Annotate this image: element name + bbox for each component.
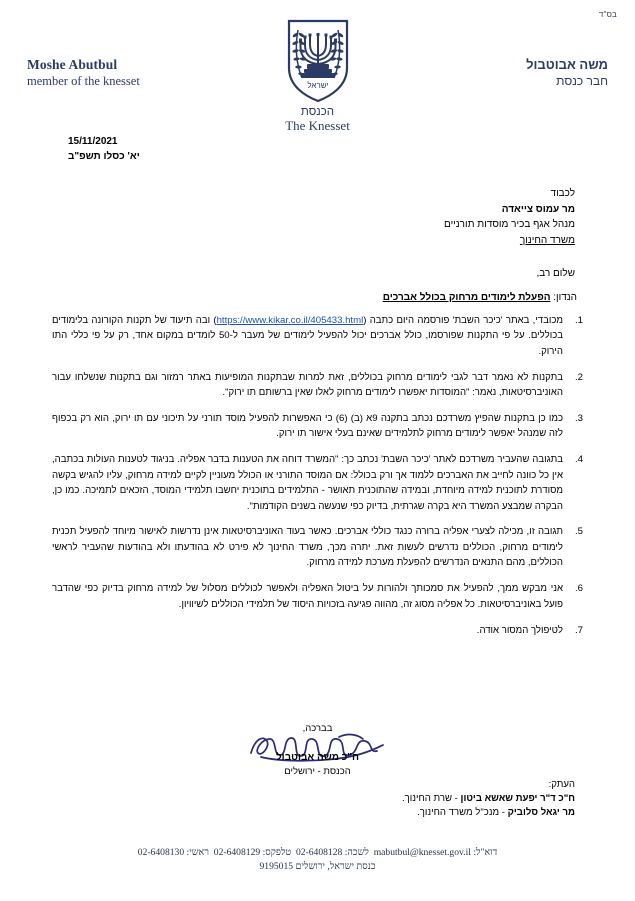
body-item-text: אני מבקש ממך, להפעיל את סמכותך ולהורות על ביטול האפליה ולאפשר לכוללים מסלול של למידה מרחוק בדיוק כפי שהדבר פועל באוניברסיטאות. כל אפליה מסוג זה, מהווה פגיעה בזכויות היסוד של תלמידי הכוללים לשיוויון. — [52, 583, 563, 610]
cc-row — [402, 806, 575, 820]
body-item — [52, 452, 583, 514]
letterhead-name-en: Moshe Abutbul — [27, 57, 118, 72]
addressee-name: מר עמוס צייאדה — [501, 203, 575, 215]
date-gregorian: 15/11/2021 — [68, 136, 118, 147]
footer-main-phone: 02-6408130 — [137, 847, 185, 858]
body-item-number: 4. — [574, 454, 583, 466]
letterhead-title-he: חבר כנסת — [556, 74, 608, 88]
body-item — [52, 313, 583, 359]
bsd-inscription: בס"ד — [598, 10, 617, 19]
date-hebrew: יא' כסלו תשפ"ב — [68, 151, 140, 162]
addressee-role: מנהל אגף בכיר מוסדות תורניים — [443, 219, 575, 230]
body-item-text-post: ) ובה תיעוד של תקנות הקורונה בלימודים בכוללים. על פי התקנות שפורסמו, כולל אברכים יכול להפעיל לימודים של מעבר ל-50 לומדים במקום אחד, רק על פי כללי התו הירוק. — [52, 315, 563, 357]
footer-email-label: דוא"ל: — [473, 847, 498, 858]
body-item-text — [52, 313, 563, 359]
footer-fax-phone: 02-6408129 — [213, 847, 261, 858]
signature-block — [0, 722, 635, 779]
signature-place: הכנסת - ירושלים — [284, 766, 351, 777]
body-item-text: בתקנות לא נאמר דבר לגבי לימודים מרחוק בכוללים, זאת למרות שבתקנות המופיעות באתר רמזור וגם בתקנות שנשלחו עבור האוניברסיטאות, נאמר: "המוסדות יאפשרו לימודים מרחוק לאלו שאין ברשותם תו ירוק". — [52, 371, 563, 399]
letterhead-title-en: member of the knesset — [27, 74, 140, 88]
addressee-block — [444, 186, 575, 248]
footer-address: כנסת ישראל, ירושלים 9195015 — [259, 861, 376, 872]
body-item-number: 2. — [574, 371, 583, 383]
emblem-caption-english: The Knesset — [285, 118, 350, 133]
body-item-text: בתגובה שהעביר משרדכם לאתר 'כיכר השבת' נכתב כך: "המשרד דוחה את הטענות בדבר אפליה. בניגוד לטענות העולות בכתבה, אין כל כוונה לחייב את האברכים ללמוד אך ורק בכולל: אם המוסד התורני או הכולל מעוניין לקיים למידה מרחוק, עליו להגיש בקשה מסודרת לתוכנית למידה מיוחדת, ובמידה שהתוכנית תאושר - התלמידים בתוכנית יחשבו תלמידי המוסד, הזכאים לתמיכה. כמו כן, הבקרה שמבצע המשרד היא בקרה שגרתית, בדיוק כפי שנעשה בשנים הקודמות". — [52, 454, 563, 512]
cc-label: העתק: — [548, 779, 575, 790]
subject-value: הפעלת לימודים מרחוק בכולל אברכים — [382, 292, 551, 303]
footer-office-phone: 02-6408128 — [295, 847, 343, 858]
date-block — [68, 134, 140, 164]
kikar-article-link[interactable]: https://www.kikar.co.il/405433.html — [216, 315, 364, 326]
cc-block — [402, 778, 575, 820]
addressee-organization: משרד החינוך — [519, 234, 575, 246]
body-item-text: כמו כן בתקנות שהפיץ משרדכם נכתב בתקנה 9א (ב) (6) כי האפשרות להפעיל מוסד תורני על תיכוני עם תו ירוק, הוא רק בכפוף לזה שמנהל יאפשר לימודים מרחוק לתלמידים שאינם בעלי אישור תו ירוק. — [52, 413, 563, 440]
subject-label: הנדון: — [553, 292, 577, 303]
salutation: שלום רב, — [536, 268, 575, 279]
letterhead-hebrew-identity — [526, 56, 608, 90]
emblem-caption-hebrew: הכנסת — [300, 106, 335, 118]
body-item-text: לטיפולך המסור אודה. — [476, 624, 563, 636]
cc-person-name: ח"כ ד"ר יפעת שאשא ביטון — [460, 793, 575, 804]
svg-text:ישראל: ישראל — [306, 81, 329, 90]
letter-body — [52, 313, 583, 648]
footer-contact-line — [0, 846, 635, 860]
letterhead-name-he: משה אבוטבול — [526, 57, 608, 72]
cc-row — [402, 792, 575, 806]
body-item-number: 6. — [574, 583, 583, 595]
body-item-number: 5. — [574, 526, 583, 538]
body-item-number: 7. — [574, 624, 583, 636]
cc-person-name: מר יגאל סלוביק — [507, 807, 575, 818]
signature-name: ח"כ משה אבוטבול — [275, 752, 360, 763]
letterhead — [0, 18, 635, 133]
letter-footer — [0, 846, 635, 874]
footer-email-value[interactable]: mabutbul@knesset.gov.il — [373, 847, 471, 858]
body-item — [52, 524, 583, 570]
cc-person-role: - מנכ"ל משרד החינוך. — [417, 807, 508, 818]
body-item — [52, 411, 583, 442]
body-item-text: תגובה זו, מכילה לצערי אפליה ברורה כנגד כוללי אברכים. כאשר בעוד האוניברסיטאות אינן נדרשות לאישור מיוחד להפעיל תכנית לימודים מרחוק, הכוללים נדרשים לעשות זאת. יתרה מכך, משרד החינוך לא פירט לא בהודעתו ולא בהודעות שהעביר לראשי הכוללים, מהם התנאים הנדרשים להפעלת מערכת למידה מרחוק. — [52, 526, 563, 569]
body-item — [52, 581, 583, 612]
body-item-number: 3. — [574, 413, 583, 425]
body-item — [52, 623, 583, 638]
subject-line — [383, 292, 577, 303]
footer-office-label: לשכה: — [344, 847, 369, 858]
addressee-to-label: לכבוד — [550, 188, 575, 199]
body-item — [52, 370, 583, 401]
signature-greeting: בברכה, — [302, 723, 333, 734]
footer-main-label: ראשי: — [186, 847, 209, 858]
body-item-number: 1. — [574, 315, 583, 326]
footer-fax-label: טלפקס: — [262, 847, 292, 858]
cc-person-role: - שרת החינוך. — [401, 793, 461, 804]
body-item-text-pre: מכובדי, באתר 'כיכר השבת' פורסמה היום כתבה ( — [363, 315, 563, 326]
